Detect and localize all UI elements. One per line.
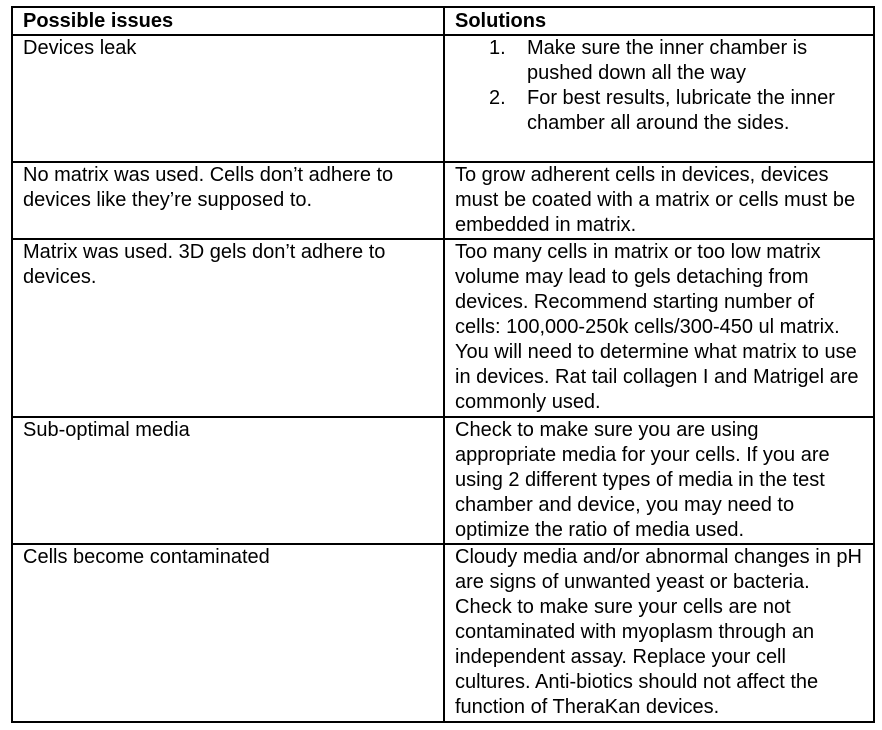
issue-cell: Matrix was used. 3D gels don’t adhere to devices. <box>12 239 444 417</box>
issue-cell: Cells become contaminated <box>12 544 444 722</box>
solution-cell: Too many cells in matrix or too low matrix volume may lead to gels detaching from devices. Recommend starting number of cells: 100,000-250k cells/300-450 ul matrix. You will need to determine what matrix to use in devices. Rat tail collagen I and Matrigel are commonly used. <box>444 239 874 417</box>
solution-numbered-list <box>455 36 865 136</box>
table-row <box>12 239 874 417</box>
solution-cell <box>444 35 874 162</box>
issue-cell: Devices leak <box>12 35 444 162</box>
list-item <box>489 36 865 86</box>
list-item-text: For best results, lubricate the inner chamber all around the sides. <box>527 87 835 134</box>
list-item-number: 2. <box>489 87 506 109</box>
list-item <box>489 86 865 136</box>
table-row <box>12 35 874 162</box>
list-item-text: Make sure the inner chamber is pushed down all the way <box>527 37 808 84</box>
table-header-row <box>12 7 874 35</box>
troubleshooting-table <box>11 6 875 723</box>
issue-cell: Sub-optimal media <box>12 417 444 544</box>
list-item-number: 1. <box>489 37 506 59</box>
table-row <box>12 417 874 544</box>
solution-cell: Cloudy media and/or abnormal changes in pH are signs of unwanted yeast or bacteria. Check to make sure your cells are not contaminated with myoplasm through an independent assay. Replace your cell cultures. Anti-biotics should not affect the function of TheraKan devices. <box>444 544 874 722</box>
issue-cell: No matrix was used. Cells don’t adhere to devices like they’re supposed to. <box>12 162 444 239</box>
header-solutions: Solutions <box>444 7 874 35</box>
header-possible-issues: Possible issues <box>12 7 444 35</box>
solution-cell: Check to make sure you are using appropriate media for your cells. If you are using 2 different types of media in the test chamber and device, you may need to optimize the ratio of media used. <box>444 417 874 544</box>
solution-cell: To grow adherent cells in devices, devices must be coated with a matrix or cells must be embedded in matrix. <box>444 162 874 239</box>
table-row <box>12 544 874 722</box>
table-row <box>12 162 874 239</box>
